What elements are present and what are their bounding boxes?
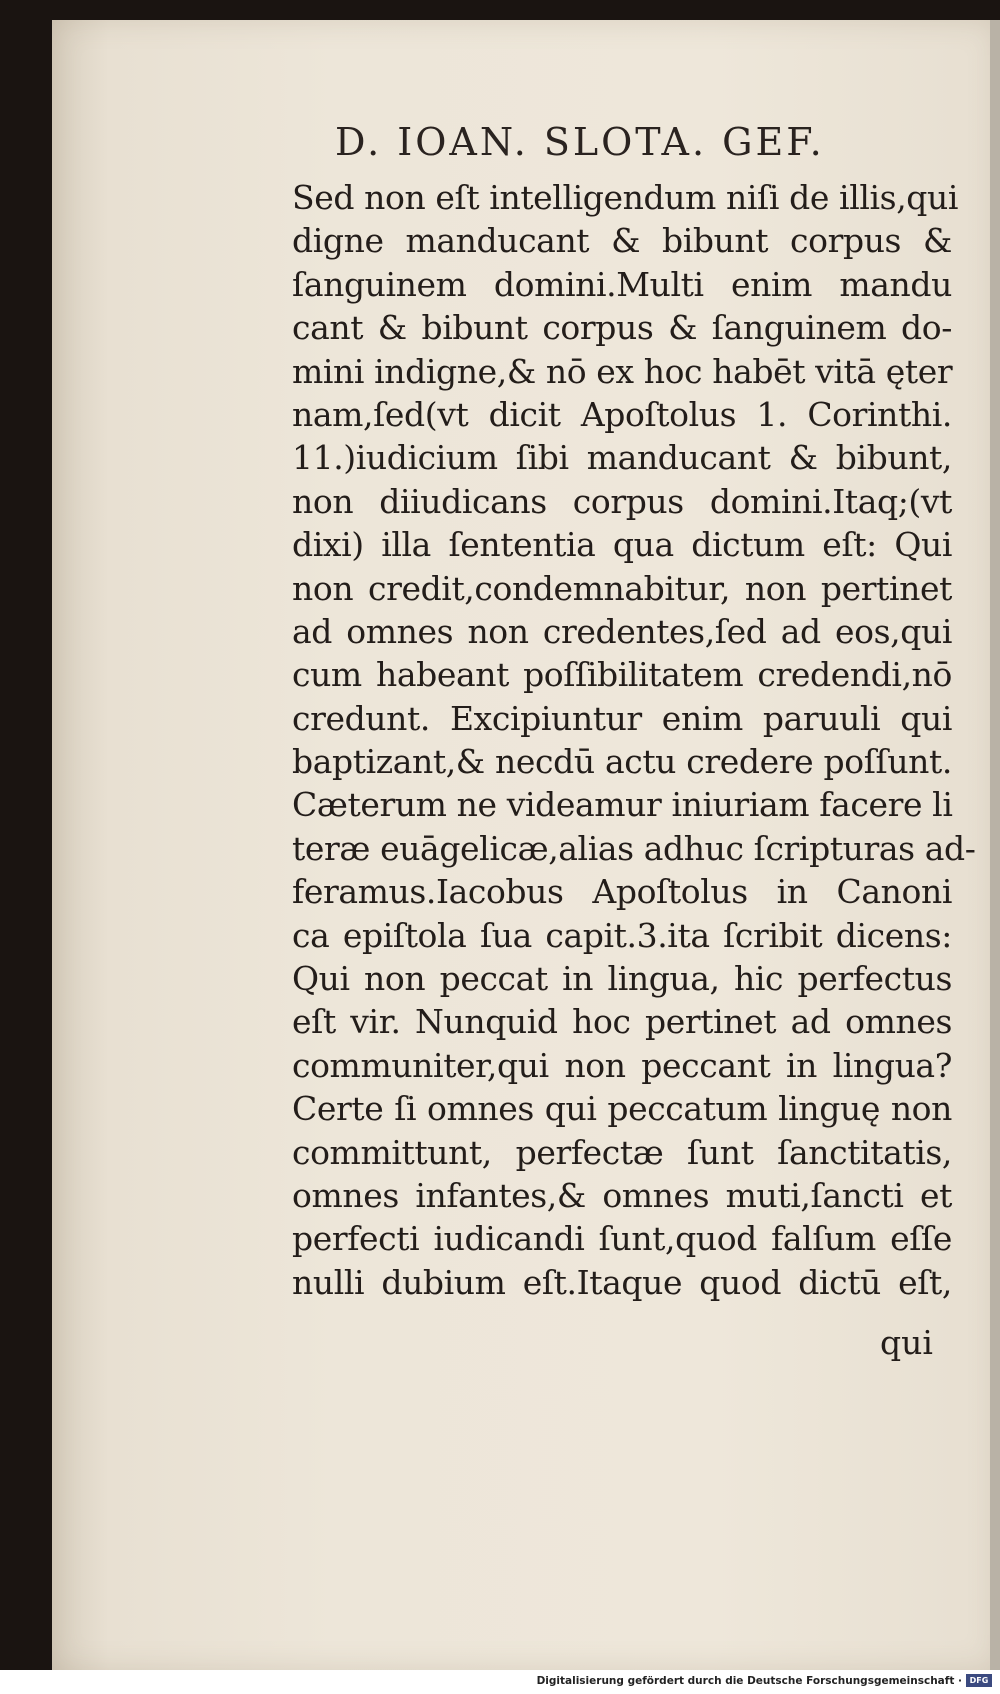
text-line: mini indigne,& nō ex hoc habēt vitā ęter — [292, 351, 953, 391]
catchword: qui — [880, 1323, 933, 1362]
text-line: credunt. Excipiuntur enim paruuli qui — [292, 698, 952, 738]
text-line: omnes infantes,& omnes muti,ſancti et — [292, 1175, 952, 1215]
dfg-logo: DFG — [966, 1674, 992, 1687]
text-line: communiter,qui non peccant in lingua? — [292, 1045, 952, 1085]
text-line: Qui non peccat in lingua, hic perfectus — [292, 959, 952, 999]
text-line: non diiudicans corpus domini.Itaq;(vt — [292, 481, 952, 521]
text-line: Sed non eſt intelligendum niſi de illis,qui — [292, 178, 959, 217]
text-line: feramus.Iacobus Apoſtolus in Canoni — [292, 872, 952, 912]
text-line: ad omnes non credentes,ſed ad eos,qui — [292, 611, 952, 651]
text-line: dixi) illa ſententia qua dictum eſt: Qui — [292, 525, 952, 565]
text-line: Certe ſi omnes qui peccatum linguę non — [292, 1089, 952, 1129]
text-line: eſt vir. Nunquid hoc pertinet ad omnes — [292, 1002, 952, 1042]
text-line: committunt, perfectæ ſunt ſanctitatis, — [292, 1132, 952, 1172]
running-head: D. IOAN. SLOTA. GEF. — [335, 120, 825, 164]
text-line: cant & bibunt corpus & ſanguinem do- — [292, 308, 952, 348]
text-line: non credit,condemnabitur, non pertinet — [292, 568, 952, 608]
funding-notice: Digitalisierung gefördert durch die Deutsche Forschungsgemeinschaft · — [536, 1675, 962, 1687]
text-block — [292, 176, 976, 1304]
page-edge — [990, 20, 1000, 1670]
text-line: nam,ſed(vt dicit Apoſtolus 1. Corinthi. — [292, 394, 952, 434]
text-line: cum habeant poſſibilitatem credendi,nō — [292, 655, 952, 695]
text-line: perfecti iudicandi ſunt,quod falſum eſſe — [292, 1219, 952, 1259]
text-line: nulli dubium eſt.Itaque quod dictū eſt, — [292, 1262, 952, 1302]
text-line: baptizant,& necdū actu credere poſſunt. — [292, 742, 952, 782]
text-line: teræ euāgelicæ,alias adhuc ſcripturas ad- — [292, 828, 976, 868]
text-line: 11.)iudicium ſibi manducant & bibunt, — [292, 438, 952, 478]
text-line: digne manducant & bibunt corpus & — [292, 221, 952, 261]
text-line: Cæterum ne videamur iniuriam facere li — [292, 785, 953, 825]
text-line: ſanguinem domini.Multi enim mandu — [292, 264, 952, 304]
text-line: ca epiſtola ſua capit.3.ita ſcribit dicens: — [292, 915, 952, 955]
